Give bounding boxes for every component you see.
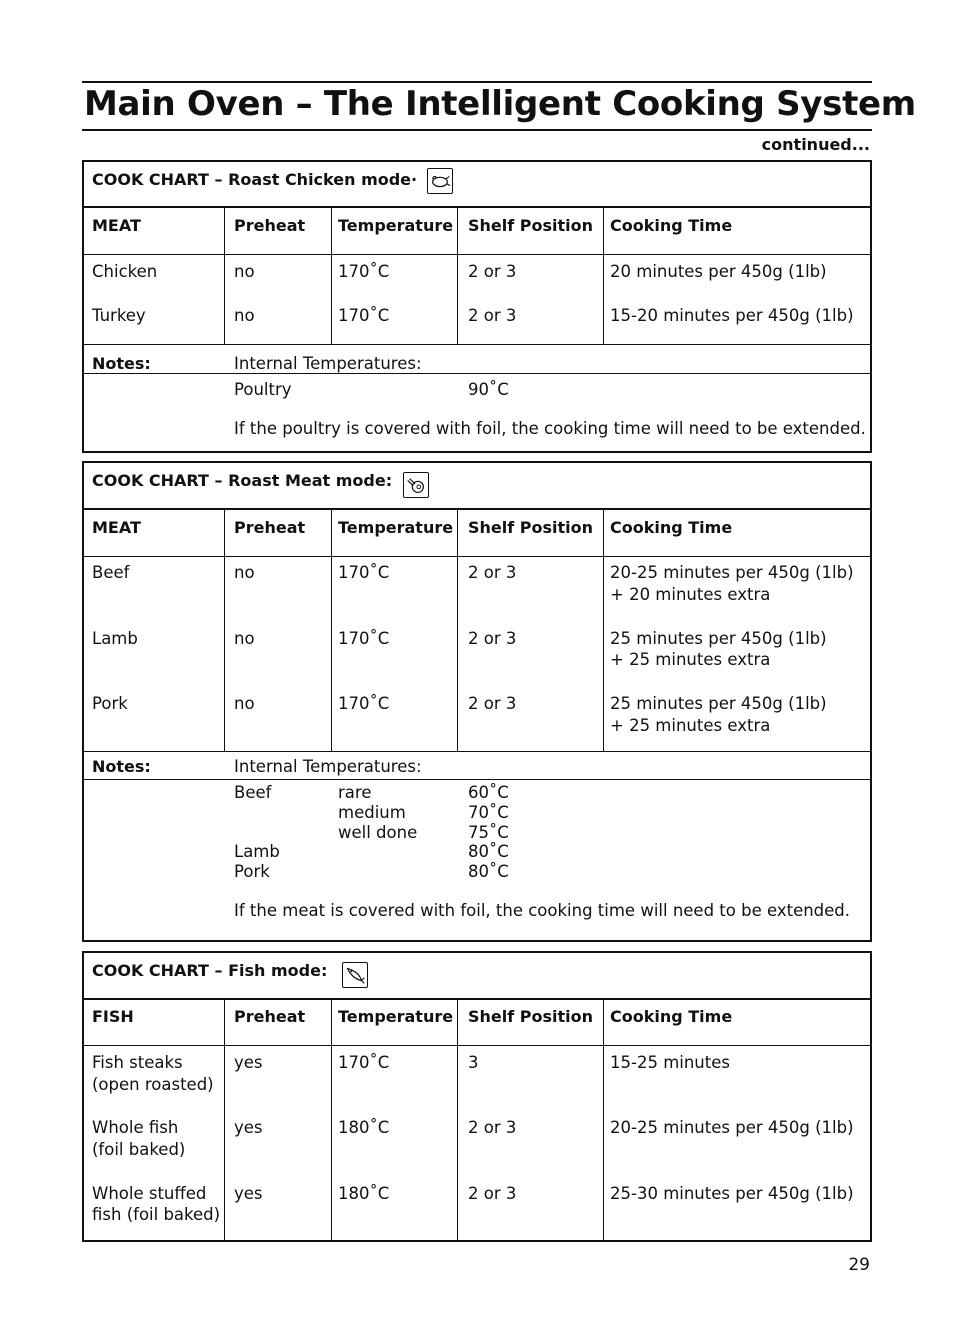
row-extra-time: + 25 minutes extra <box>610 716 771 735</box>
note-temperature: 60˚C <box>468 783 509 802</box>
row-item: Whole stuffed <box>92 1184 207 1203</box>
page-title: Main Oven – The Intelligent Cooking System <box>84 84 916 124</box>
chart-caption: COOK CHART – Roast Meat mode: <box>92 471 393 490</box>
page-number: 29 <box>848 1255 870 1275</box>
roast-chicken-icon <box>427 168 453 194</box>
notes-intro: Internal Temperatures: <box>234 354 422 373</box>
header-temperature: Temperature <box>338 518 454 537</box>
roast-meat-icon <box>403 472 429 498</box>
notes-footer: If the meat is covered with foil, the cooking time will need to be extended. <box>234 901 851 920</box>
row-preheat: yes <box>234 1118 263 1137</box>
row-temperature: 170˚C <box>338 262 390 281</box>
header-shelf-position: Shelf Position <box>468 216 594 235</box>
row-preheat: no <box>234 306 255 325</box>
note-temperature: 75˚C <box>468 823 509 842</box>
notes-label: Notes: <box>92 757 151 776</box>
row-temperature: 180˚C <box>338 1184 390 1203</box>
row-temperature: 170˚C <box>338 694 390 713</box>
row-shelf: 2 or 3 <box>468 262 517 281</box>
row-cooking-time: 20-25 minutes per 450g (1lb) <box>610 1118 854 1137</box>
chart-caption: COOK CHART – Roast Chicken mode· <box>92 170 418 189</box>
cook-chart-roast-meat <box>82 461 872 942</box>
row-preheat: yes <box>234 1053 263 1072</box>
notes-label: Notes: <box>92 354 151 373</box>
title-rule-bottom <box>82 129 872 131</box>
row-cooking-time: 25-30 minutes per 450g (1lb) <box>610 1184 854 1203</box>
row-temperature: 170˚C <box>338 563 390 582</box>
header-shelf-position: Shelf Position <box>468 1007 594 1026</box>
row-cooking-time: 25 minutes per 450g (1lb) <box>610 629 827 648</box>
header-fish: FISH <box>92 1007 134 1026</box>
row-shelf: 2 or 3 <box>468 694 517 713</box>
header-preheat: Preheat <box>234 1007 306 1026</box>
row-cooking-time: 20-25 minutes per 450g (1lb) <box>610 563 854 582</box>
header-preheat: Preheat <box>234 518 306 537</box>
row-temperature: 170˚C <box>338 306 390 325</box>
row-preheat: no <box>234 694 255 713</box>
row-cooking-time: 15-25 minutes <box>610 1053 730 1072</box>
note-doneness: rare <box>338 783 372 802</box>
note-temperature: 80˚C <box>468 862 509 881</box>
header-cooking-time: Cooking Time <box>610 216 733 235</box>
note-item: Beef <box>234 783 272 802</box>
title-rule-top <box>82 81 872 83</box>
note-temperature: 70˚C <box>468 803 509 822</box>
row-item: Beef <box>92 563 130 582</box>
cook-chart-roast-chicken <box>82 160 872 453</box>
header-shelf-position: Shelf Position <box>468 518 594 537</box>
header-preheat: Preheat <box>234 216 306 235</box>
row-shelf: 3 <box>468 1053 479 1072</box>
header-meat: MEAT <box>92 216 141 235</box>
row-cooking-time: 15-20 minutes per 450g (1lb) <box>610 306 854 325</box>
header-temperature: Temperature <box>338 216 454 235</box>
row-item: Lamb <box>92 629 138 648</box>
note-doneness: well done <box>338 823 418 842</box>
continued-label: continued... <box>761 135 870 154</box>
fish-icon <box>342 962 368 988</box>
cook-chart-fish <box>82 951 872 1242</box>
note-temperature: 80˚C <box>468 842 509 861</box>
note-item: Lamb <box>234 842 280 861</box>
row-item-detail: fish (foil baked) <box>92 1205 221 1224</box>
row-extra-time: + 20 minutes extra <box>610 585 771 604</box>
chart-caption: COOK CHART – Fish mode: <box>92 961 328 980</box>
row-extra-time: + 25 minutes extra <box>610 650 771 669</box>
row-shelf: 2 or 3 <box>468 306 517 325</box>
row-shelf: 2 or 3 <box>468 1184 517 1203</box>
row-item: Whole fish <box>92 1118 179 1137</box>
row-preheat: no <box>234 563 255 582</box>
row-cooking-time: 20 minutes per 450g (1lb) <box>610 262 827 281</box>
row-shelf: 2 or 3 <box>468 563 517 582</box>
note-doneness: medium <box>338 803 406 822</box>
notes-intro: Internal Temperatures: <box>234 757 422 776</box>
row-temperature: 170˚C <box>338 629 390 648</box>
notes-footer: If the poultry is covered with foil, the cooking time will need to be extended. <box>234 419 866 438</box>
row-cooking-time: 25 minutes per 450g (1lb) <box>610 694 827 713</box>
note-temperature: 90˚C <box>468 380 509 399</box>
header-cooking-time: Cooking Time <box>610 518 733 537</box>
header-cooking-time: Cooking Time <box>610 1007 733 1026</box>
row-shelf: 2 or 3 <box>468 629 517 648</box>
note-item: Poultry <box>234 380 292 399</box>
row-item: Chicken <box>92 262 158 281</box>
row-item: Turkey <box>92 306 146 325</box>
row-item: Pork <box>92 694 128 713</box>
header-temperature: Temperature <box>338 1007 454 1026</box>
row-item: Fish steaks <box>92 1053 183 1072</box>
row-item-detail: (foil baked) <box>92 1140 186 1159</box>
row-shelf: 2 or 3 <box>468 1118 517 1137</box>
row-preheat: yes <box>234 1184 263 1203</box>
row-temperature: 180˚C <box>338 1118 390 1137</box>
row-preheat: no <box>234 262 255 281</box>
note-item: Pork <box>234 862 270 881</box>
row-item-detail: (open roasted) <box>92 1075 214 1094</box>
header-meat: MEAT <box>92 518 141 537</box>
row-temperature: 170˚C <box>338 1053 390 1072</box>
row-preheat: no <box>234 629 255 648</box>
